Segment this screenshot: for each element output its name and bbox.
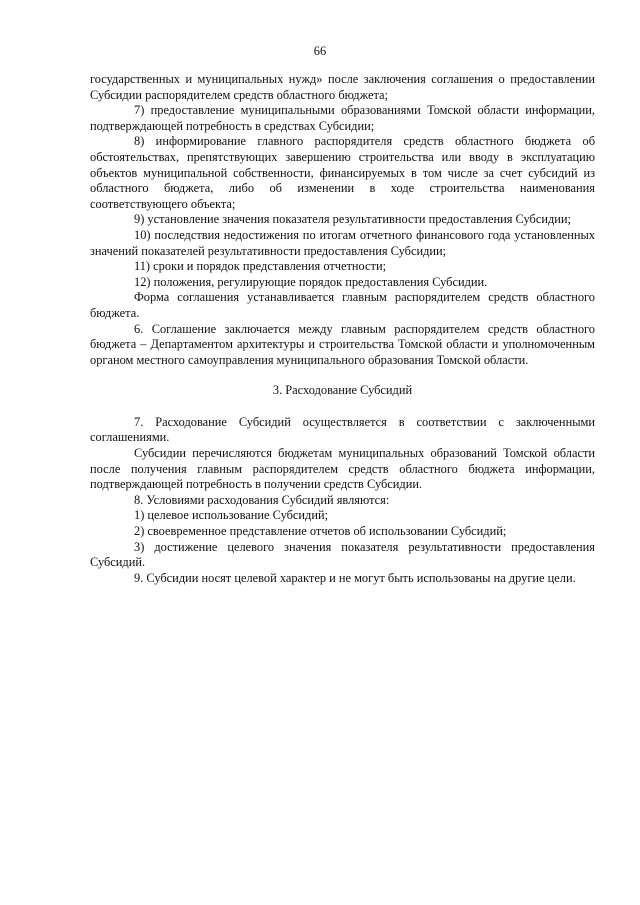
- document-body: [90, 72, 595, 586]
- paragraph: 9. Субсидии носят целевой характер и не могут быть использованы на другие цели.: [134, 570, 576, 585]
- paragraph: 9) установление значения показателя результативности предоставления Субсидии;: [134, 212, 571, 227]
- paragraph: 11) сроки и порядок представления отчетности;: [134, 259, 387, 274]
- section-heading: 3. Расходование Субсидий: [272, 383, 413, 398]
- paragraph: 6. Соглашение заключается между главным распорядителем средств областного бюджета – Департаментом архитектуры и строительства Томской области и уполномоченным органом местного самоуправления муниципального образования Томской области.: [90, 321, 595, 367]
- bottom-paragraphs: [90, 415, 595, 587]
- page-number: 66: [313, 44, 327, 58]
- paragraph: 2) своевременное представление отчетов об использовании Субсидий;: [134, 524, 507, 539]
- paragraph: 7. Расходование Субсидий осуществляется в соответствии с заключенными соглашениями.: [90, 414, 595, 445]
- paragraph: Форма соглашения устанавливается главным распорядителем средств областного бюджета.: [90, 290, 595, 320]
- top-paragraphs: [90, 72, 595, 368]
- paragraph: 12) положения, регулирующие порядок предоставления Субсидии.: [134, 274, 488, 289]
- paragraph: государственных и муниципальных нужд» после заключения соглашения о предоставлении Субсидии распорядителем средств областного бюджета;: [90, 72, 595, 102]
- paragraph: 1) целевое использование Субсидий;: [134, 508, 329, 523]
- paragraph: 8. Условиями расходования Субсидий являются:: [134, 492, 390, 507]
- paragraph: 10) последствия недостижения по итогам отчетного финансового года установленных значений показателей результативности предоставления Субсидии;: [90, 227, 595, 258]
- paragraph: 8) информирование главного распорядителя средств областного бюджета об обстоятельствах, препятствующих завершению строительства или вводу в эксплуатацию объектов муниципальной собственности, финансируемых в том числе за счет субсидий из областного бюджета, либо об изменении в ходе строительства наименования соответствующего объекта;: [90, 134, 595, 211]
- paragraph: 3) достижение целевого значения показателя результативности предоставления Субсидий.: [90, 539, 595, 570]
- paragraph: 7) предоставление муниципальными образованиями Томской области информации, подтверждающей потребность в средствах Субсидии;: [90, 103, 595, 133]
- paragraph: Субсидии перечисляются бюджетам муниципальных образований Томской области после получения главным распорядителем средств областного бюджета информации, подтверждающей потребность в получении средств Субсидии.: [90, 446, 595, 492]
